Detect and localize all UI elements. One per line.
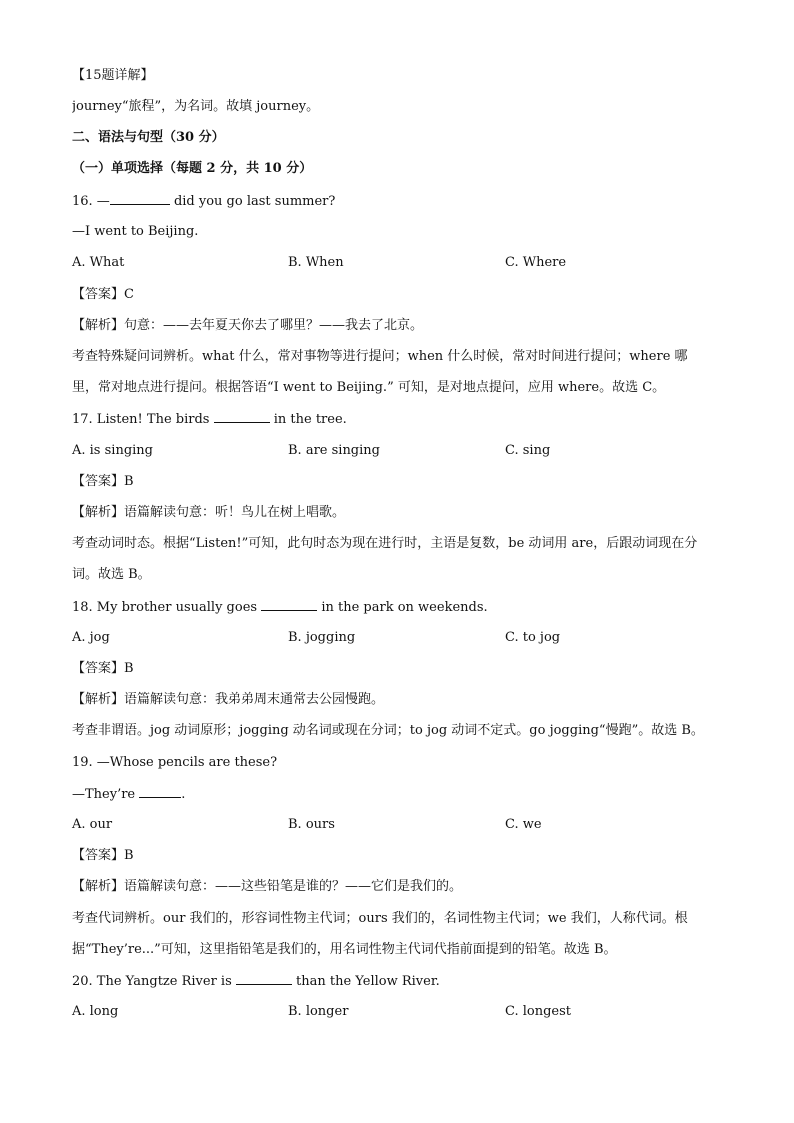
q16-explanation-2: 考查特殊疑问词辨析。what 什么，常对事物等进行提问；when 什么时候，常对时间进行提问；where 哪 xyxy=(72,349,688,364)
q18-blank xyxy=(261,598,317,611)
section-subheading: （一）单项选择（每题 2 分，共 10 分） xyxy=(72,161,313,176)
section-heading: 二、语法与句型（30 分） xyxy=(72,130,225,145)
q17-option-c: C. sing xyxy=(505,443,551,458)
q16-explanation-3: 里，常对地点进行提问。根据答语“I went to Beijing.” 可知，是对地点提问，应用 where。故选 C。 xyxy=(72,380,666,395)
q19-explanation-3: 据“They’re...”可知，这里指铅笔是我们的，用名词性物主代词代指前面提到的铅笔。故选 B。 xyxy=(72,942,617,957)
q16-blank xyxy=(110,192,170,205)
q17-explanation-2: 考查动词时态。根据“Listen!”可知，此句时态为现在进行时，主语是复数，be 动词用 are，后跟动词现在分 xyxy=(72,536,698,551)
q16-answer: 【答案】C xyxy=(72,287,134,302)
q18-answer: 【答案】B xyxy=(72,661,134,676)
q17-option-b: B. are singing xyxy=(288,443,380,458)
q20-text-end: than the Yellow River. xyxy=(291,974,440,989)
q15-heading: 【15题详解】 xyxy=(72,68,154,83)
q18-explanation-1: 【解析】语篇解读句意：我弟弟周末通常去公园慢跑。 xyxy=(72,692,385,707)
q15-explanation: journey“旅程”，为名词。故填 journey。 xyxy=(72,99,320,114)
q18-option-b: B. jogging xyxy=(288,630,356,645)
q19-reply-end: . xyxy=(181,787,186,802)
q20-option-b: B. longer xyxy=(288,1004,349,1019)
q19-question: 19. —Whose pencils are these? xyxy=(72,755,278,770)
q19-explanation-2: 考查代词辨析。our 我们的，形容词性物主代词；ours 我们的，名词性物主代词；we 我们，人称代词。根 xyxy=(72,911,688,926)
q18-question xyxy=(72,598,722,617)
q18-text-end: in the park on weekends. xyxy=(317,600,488,615)
q19-answer: 【答案】B xyxy=(72,848,134,863)
q16-question xyxy=(72,192,722,211)
q20-text-start: 20. The Yangtze River is xyxy=(72,974,236,989)
q19-blank xyxy=(139,785,181,798)
q17-text-start: 17. Listen! The birds xyxy=(72,412,214,427)
q18-explanation-2: 考查非谓语。jog 动词原形；jogging 动名词或现在分词；to jog 动词不定式。go jogging“慢跑”。故选 B。 xyxy=(72,723,704,738)
q16-option-b: B. When xyxy=(288,255,344,270)
q17-option-a: A. is singing xyxy=(72,443,153,458)
q17-blank xyxy=(214,410,270,423)
q16-text-end: did you go last summer? xyxy=(169,194,336,209)
q20-option-a: A. long xyxy=(72,1004,119,1019)
q18-option-a: A. jog xyxy=(72,630,110,645)
q17-explanation-3: 词。故选 B。 xyxy=(72,567,151,582)
q18-option-c: C. to jog xyxy=(505,630,561,645)
q16-text-start: 16. — xyxy=(72,194,110,209)
q19-option-c: C. we xyxy=(505,817,542,832)
q16-option-a: A. What xyxy=(72,255,125,270)
q20-question xyxy=(72,972,722,991)
q16-reply: —I went to Beijing. xyxy=(72,224,199,239)
q20-blank xyxy=(236,972,292,985)
q16-explanation-1: 【解析】句意：——去年夏天你去了哪里？——我去了北京。 xyxy=(72,318,424,333)
q19-option-a: A. our xyxy=(72,817,113,832)
q19-reply-start: —They’re xyxy=(72,787,140,802)
q17-question xyxy=(72,410,722,429)
q19-option-b: B. ours xyxy=(288,817,335,832)
q19-explanation-1: 【解析】语篇解读句意：——这些铅笔是谁的？——它们是我们的。 xyxy=(72,879,463,894)
q20-option-c: C. longest xyxy=(505,1004,572,1019)
q16-option-c: C. Where xyxy=(505,255,567,270)
q19-reply xyxy=(72,785,722,804)
q17-explanation-1: 【解析】语篇解读句意：听！鸟儿在树上唱歌。 xyxy=(72,505,346,520)
q17-answer: 【答案】B xyxy=(72,474,134,489)
q17-text-end: in the tree. xyxy=(269,412,347,427)
q18-text-start: 18. My brother usually goes xyxy=(72,600,262,615)
